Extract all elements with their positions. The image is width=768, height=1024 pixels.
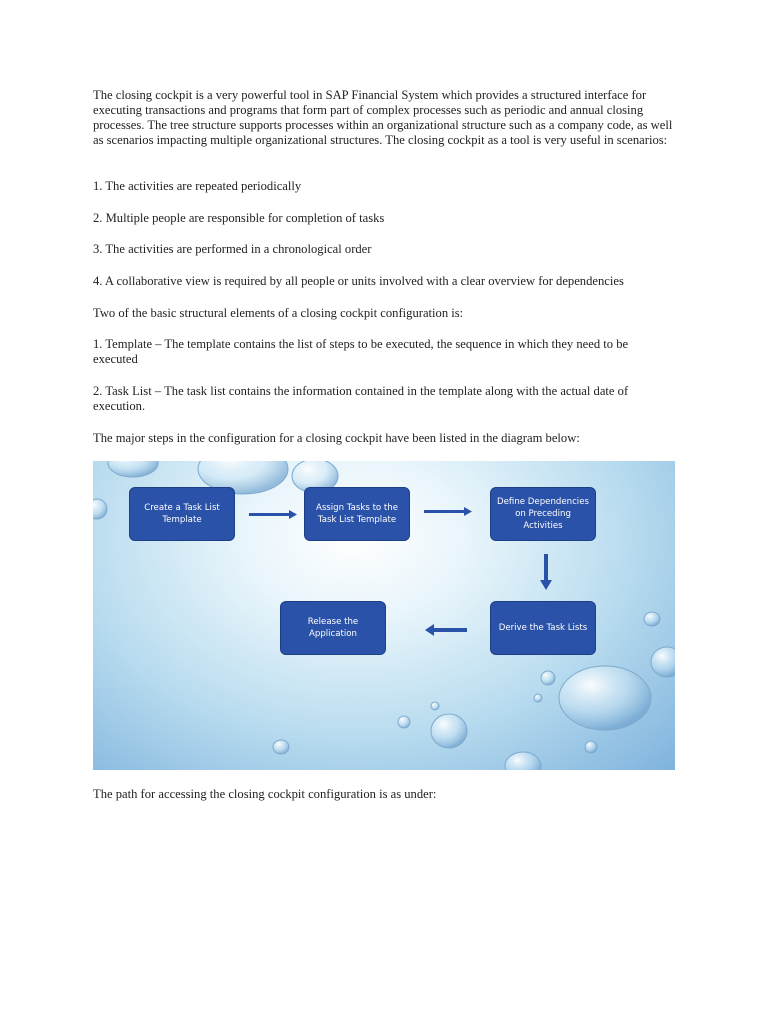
scenario-item-3: 3. The activities are performed in a chronological order <box>93 242 372 256</box>
scenario-item-2: 2. Multiple people are responsible for completion of tasks <box>93 211 385 225</box>
element-template: 1. Template – The template contains the list of steps to be executed, the sequence in which they need to be executed <box>93 337 629 366</box>
scenario-item-4: 4. A collaborative view is required by all people or units involved with a clear overview for dependencies <box>93 274 624 288</box>
element-task-list: 2. Task List – The task list contains the information contained in the template along with the actual date of execution. <box>93 384 629 413</box>
arrow-step3-to-step4 <box>540 554 552 590</box>
scenario-item-1: 1. The activities are repeated periodically <box>93 179 302 193</box>
arrow-step1-to-step2 <box>249 510 297 519</box>
step-release-application: Release the Application <box>280 601 386 655</box>
step-derive-task-lists: Derive the Task Lists <box>490 601 596 655</box>
diagram-intro: The major steps in the configuration for a closing cockpit have been listed in the diagram below: <box>93 431 580 445</box>
step-create-task-list-template: Create a Task List Template <box>129 487 235 541</box>
structural-elements-intro: Two of the basic structural elements of a closing cockpit configuration is: <box>93 306 464 320</box>
arrow-step2-to-step3 <box>424 507 472 516</box>
step-assign-tasks: Assign Tasks to the Task List Template <box>304 487 410 541</box>
path-intro: The path for accessing the closing cockpit configuration is as under: <box>93 787 437 801</box>
process-diagram <box>93 461 675 770</box>
arrow-step4-to-step5 <box>425 624 467 636</box>
step-define-dependencies: Define Dependencies on Preceding Activities <box>490 487 596 541</box>
intro-paragraph: The closing cockpit is a very powerful tool in SAP Financial System which provides a structured interface for executing transactions and programs that form part of complex processes such as periodic and annual closing processes. The tree structure supports processes within an organizational structure such as a company code, as well as scenarios impacting multiple organizational structures. The closing cockpit as a tool is very useful in scenarios: <box>93 88 673 147</box>
